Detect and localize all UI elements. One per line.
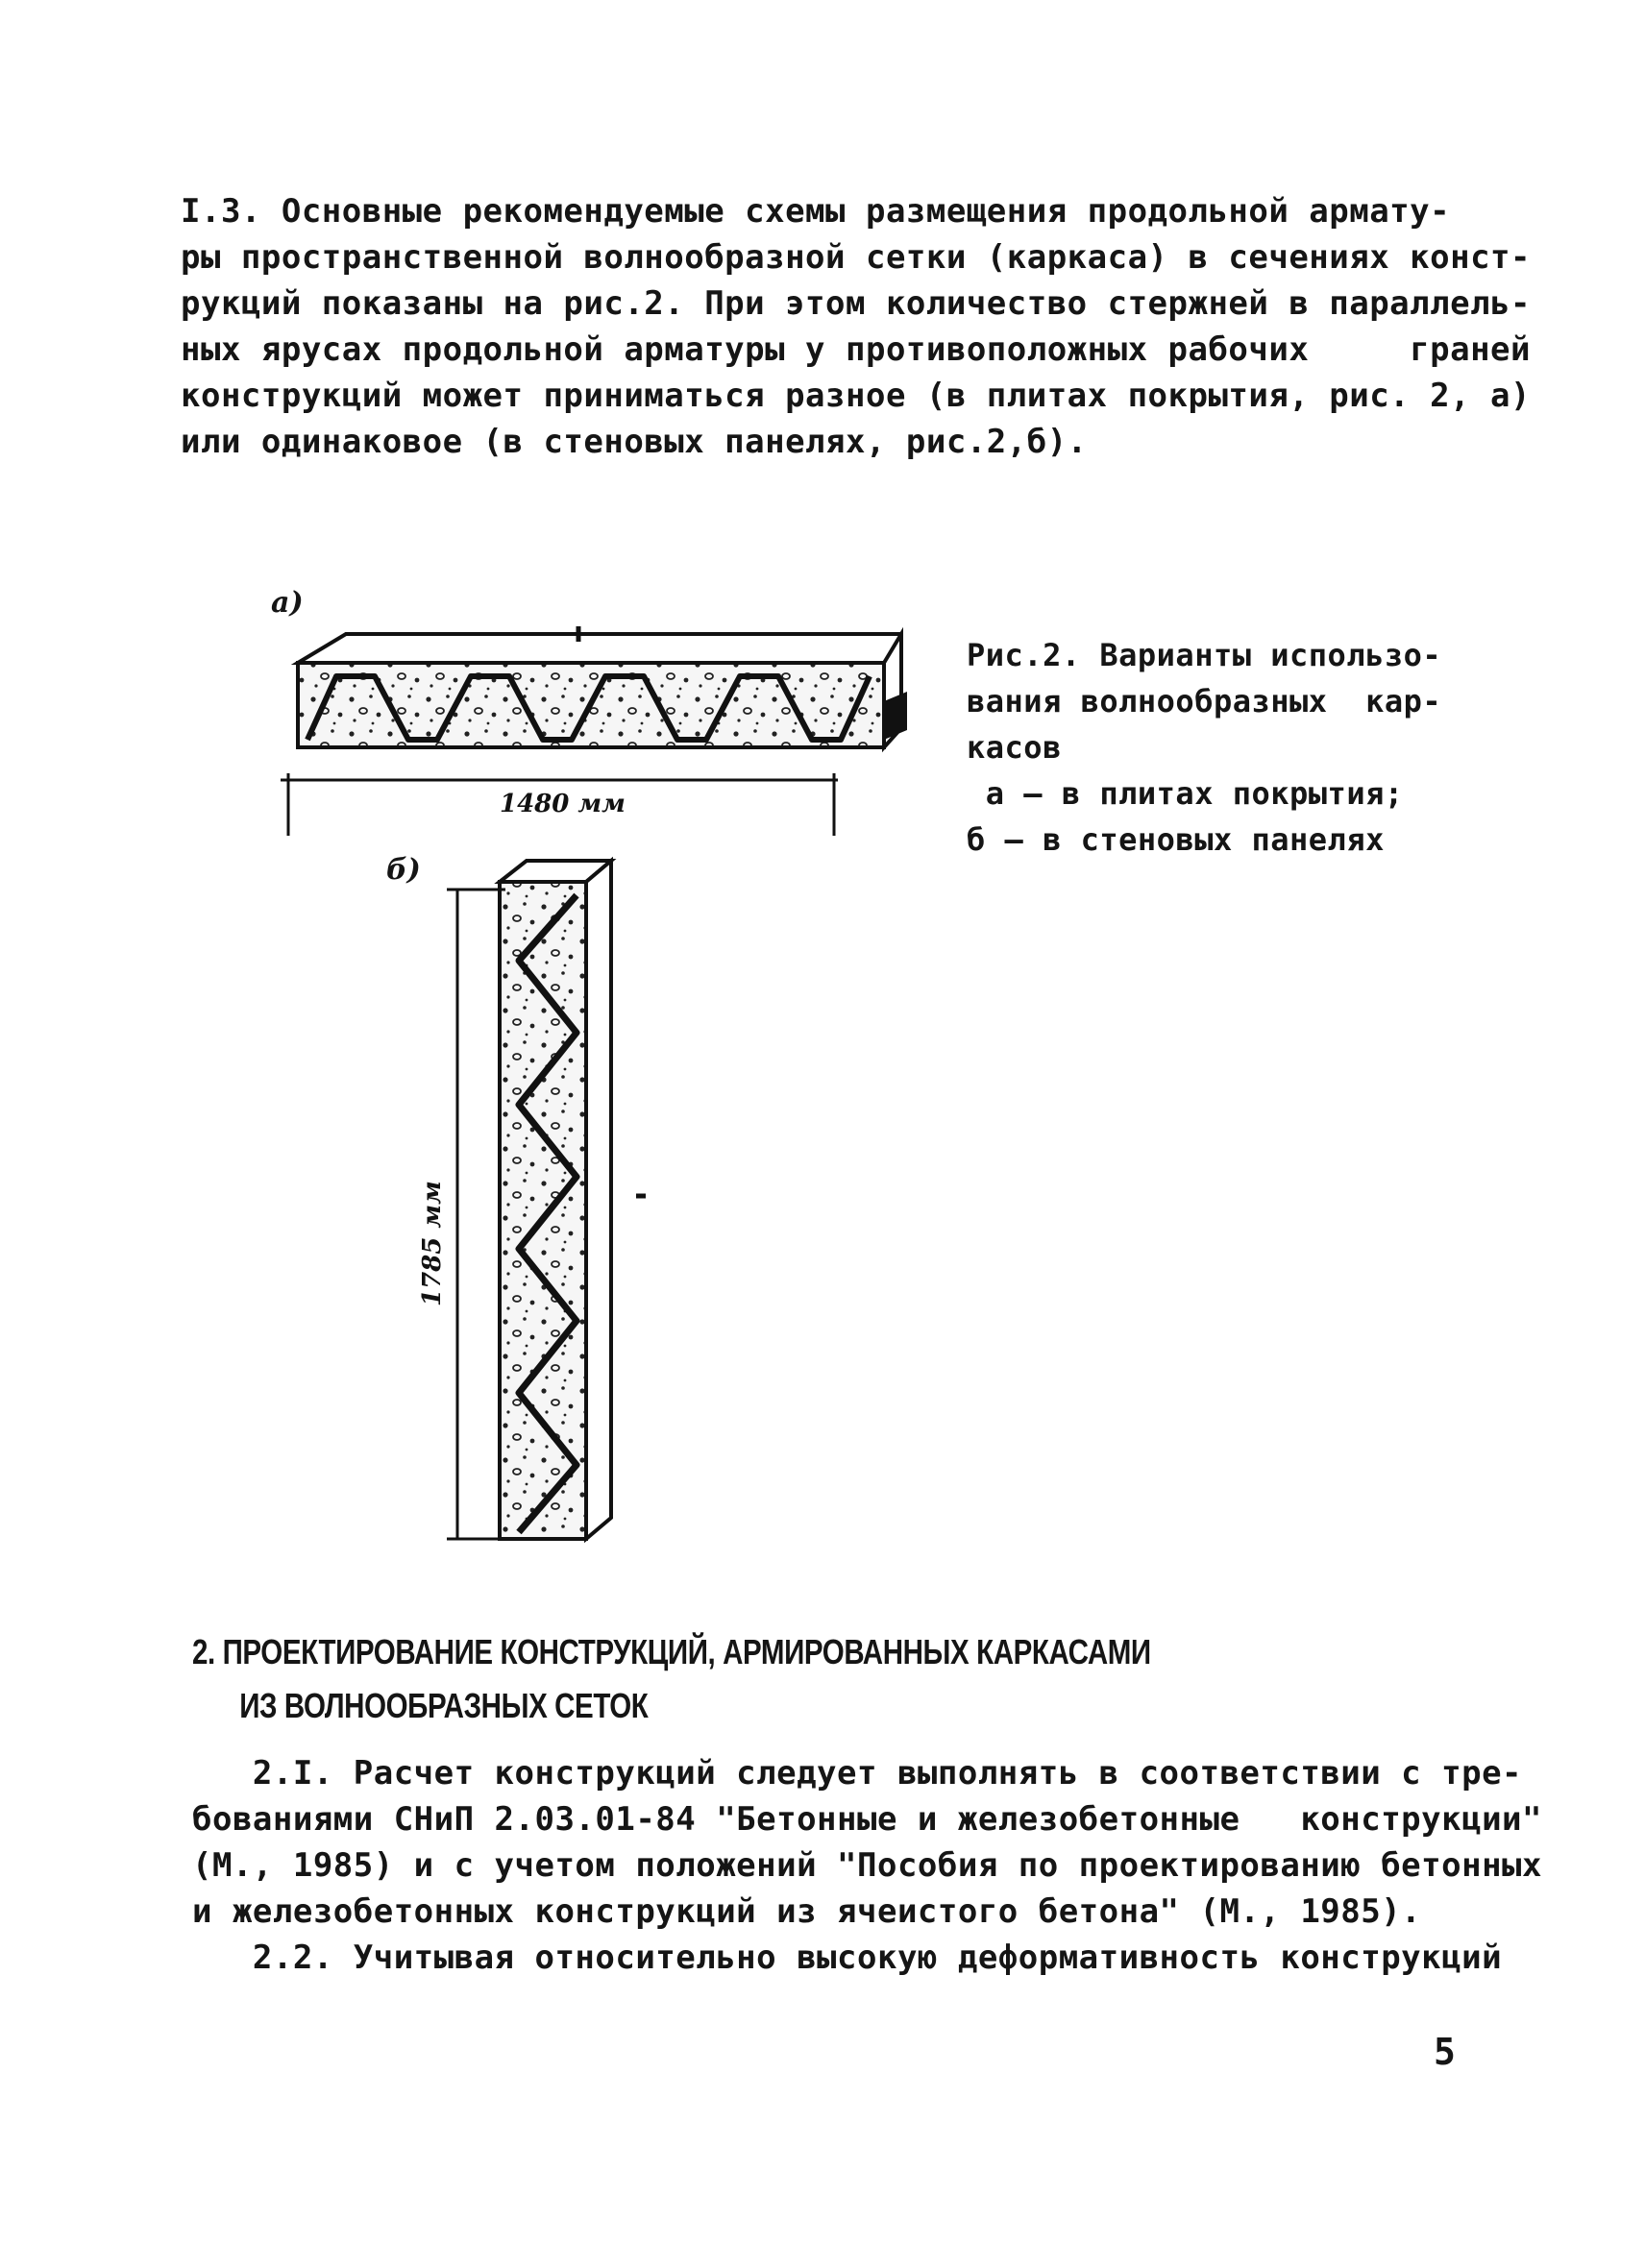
dimension-label-b: 1785 мм — [418, 1181, 447, 1306]
text-line: ных ярусах продольной арматуры у противоположных рабочих граней — [181, 330, 1531, 369]
figure-caption — [967, 632, 1485, 863]
wall-panel-drawing — [447, 861, 646, 1539]
page-number: 5 — [1434, 2031, 1456, 2073]
text-line: и железобетонных конструкций из ячеистого бетона" (М., 1985). — [192, 1892, 1422, 1931]
text-line: или одинаковое (в стеновых панелях, рис.2,б). — [181, 423, 1088, 461]
text-line: конструкций может приниматься разное (в плитах покрытия, рис. 2, а) — [181, 377, 1531, 415]
heading-line: ИЗ ВОЛНООБРАЗНЫХ СЕТОК — [239, 1686, 649, 1725]
text-line: ры пространственной волнообразной сетки (каркаса) в сечениях конст- — [181, 238, 1531, 277]
heading-line: 2. ПРОЕКТИРОВАНИЕ КОНСТРУКЦИЙ, АРМИРОВАННЫХ КАРКАСАМИ — [192, 1632, 1151, 1671]
text-line: I.3. Основные рекомендуемые схемы размещения продольной армату- — [181, 192, 1451, 231]
text-line: 2.2. Учитывая относительно высокую деформативность конструкций — [192, 1939, 1503, 1977]
text-line: рукций показаны на рис.2. При этом количество стержней в параллель- — [181, 284, 1531, 323]
caption-line: Рис.2. Варианты использо- — [967, 637, 1442, 673]
caption-line: б – в стеновых панелях — [967, 821, 1385, 858]
section-heading — [192, 1625, 1151, 1733]
caption-line: вания волнообразных кар- — [967, 683, 1442, 719]
figure-label-b: б) — [386, 853, 421, 887]
paragraph-2 — [192, 1750, 1542, 1981]
text-line: 2.I. Расчет конструкций следует выполнять в соответствии с тре- — [192, 1754, 1523, 1792]
text-line: (М., 1985) и с учетом положений "Пособия по проектированию бетонных — [192, 1846, 1542, 1885]
caption-line: а – в плитах покрытия; — [967, 775, 1404, 812]
text-line: бованиями СНиП 2.03.01-84 "Бетонные и железобетонные конструкции" — [192, 1800, 1542, 1839]
figure-label-a: а) — [271, 586, 304, 620]
caption-line: касов — [967, 729, 1062, 766]
dimension-label-a: 1480 мм — [500, 790, 626, 818]
